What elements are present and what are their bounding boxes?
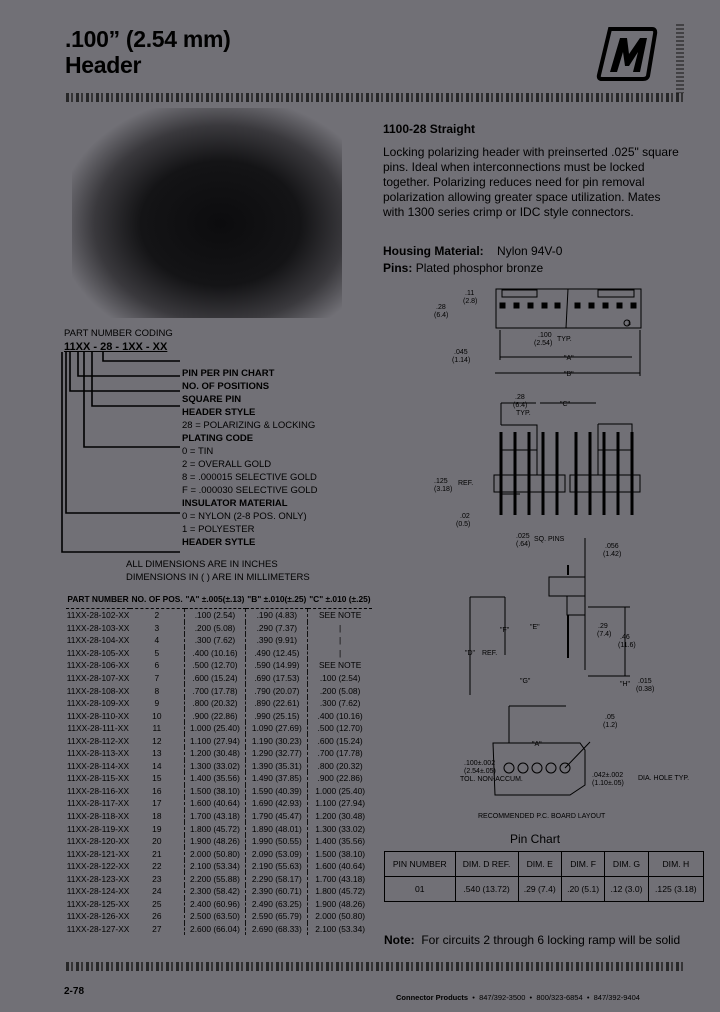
table-row xyxy=(66,860,372,873)
table-cell: 11XX-28-102-XX xyxy=(66,610,130,621)
coding-subitem: 0 = NYLON (2-8 POS. ONLY) xyxy=(182,511,307,522)
table-row xyxy=(66,810,372,823)
coding-item: PIN PER PIN CHART xyxy=(182,368,275,379)
pin-chart-cell: .540 (13.72) xyxy=(455,877,518,902)
table-cell: 11XX-28-123-XX xyxy=(66,873,130,884)
dim-label: "B" xyxy=(564,371,574,378)
table-row xyxy=(66,785,372,798)
table-cell: 2.290 (58.17) xyxy=(246,872,308,885)
table-cell: .500 (12.70) xyxy=(308,722,372,735)
table-row xyxy=(66,734,372,747)
coding-subitem: 8 = .000015 SELECTIVE GOLD xyxy=(182,472,317,483)
separator: • xyxy=(529,993,533,1002)
table-cell: SEE NOTE xyxy=(308,609,372,622)
table-cell: 1.490 (37.85) xyxy=(246,772,308,785)
table-cell: 2.200 (55.88) xyxy=(184,872,246,885)
table-cell: 11XX-28-112-XX xyxy=(67,735,130,746)
note-text: For circuits 2 through 6 locking ramp will be solid xyxy=(421,933,681,947)
parts-table-header: "C" ±.010 (±.25) xyxy=(308,589,372,609)
dim-label: .05 xyxy=(605,714,615,721)
dim-label: REF. xyxy=(482,650,498,657)
dim-label: TYP. xyxy=(557,336,572,343)
table-cell: .200 (5.08) xyxy=(184,622,246,635)
dim-label: TOL. NON-ACCUM. xyxy=(460,776,523,783)
table-row xyxy=(66,672,372,685)
table-cell: 4 xyxy=(154,635,160,646)
table-cell: 1.500 (38.10) xyxy=(308,847,372,860)
table-cell: 11XX-28-115-XX xyxy=(67,773,130,784)
table-cell: .800 (20.32) xyxy=(308,760,372,773)
table-cell: 1.900 (48.26) xyxy=(184,835,246,848)
pcb-layout-caption: RECOMMENDED P.C. BOARD LAYOUT xyxy=(478,813,606,820)
table-row xyxy=(66,722,372,735)
vertical-noise-strip xyxy=(676,24,684,94)
dim-label: (2.54) xyxy=(534,340,553,347)
table-cell: .100 (2.54) xyxy=(184,609,246,622)
table-cell: 1.400 (35.56) xyxy=(184,772,246,785)
table-cell: 14 xyxy=(152,760,162,771)
pins-material xyxy=(383,260,543,276)
company-logo xyxy=(596,26,658,82)
table-cell: 11XX-28-107-XX xyxy=(66,673,130,683)
table-cell: 6 xyxy=(154,660,160,671)
note xyxy=(384,933,680,947)
dim-label: (.64) xyxy=(516,541,531,548)
title-line-2: Header xyxy=(65,52,142,78)
table-cell: 11XX-28-127-XX xyxy=(66,923,130,934)
dim-label: .015 xyxy=(638,678,652,685)
dim-label: TYP. xyxy=(516,410,531,417)
pin-chart-header-row xyxy=(385,852,704,877)
table-cell: 11XX-28-116-XX xyxy=(67,785,130,796)
table-cell: 22 xyxy=(152,861,162,872)
table-row xyxy=(66,609,372,622)
coding-subitem: F = .000030 SELECTIVE GOLD xyxy=(182,485,318,496)
dim-label: (0.5) xyxy=(456,521,471,528)
table-cell: 27 xyxy=(152,923,162,934)
table-cell: 1.900 (48.26) xyxy=(308,898,372,911)
table-cell: 11XX-28-124-XX xyxy=(66,886,130,897)
table-row xyxy=(66,647,372,660)
table-row xyxy=(66,797,372,810)
pin-chart-header: DIM. D REF. xyxy=(455,852,518,877)
product-photo xyxy=(72,108,342,318)
table-cell: 2 xyxy=(154,610,160,621)
dim-label: .02 xyxy=(460,513,470,520)
coding-item: PLATING CODE xyxy=(182,433,254,444)
coding-item: INSULATOR MATERIAL xyxy=(182,498,288,509)
table-cell: 1.800 (45.72) xyxy=(308,885,372,898)
dim-label: "A" xyxy=(532,741,542,748)
bottom-divider-band xyxy=(66,962,684,971)
table-row xyxy=(66,898,372,911)
table-cell: 1.100 (27.94) xyxy=(184,734,246,747)
table-cell: .400 (10.16) xyxy=(184,647,246,660)
pin-chart-cell: .20 (5.1) xyxy=(561,877,604,902)
table-cell: 11XX-28-108-XX xyxy=(66,685,130,696)
coding-item: NO. OF POSITIONS xyxy=(182,381,270,392)
footer-contact xyxy=(396,993,640,1002)
dim-label: .28 xyxy=(436,304,446,311)
coding-subitem: 0 = TIN xyxy=(182,446,214,457)
table-cell: .190 (4.83) xyxy=(246,609,308,622)
table-cell: .300 (7.62) xyxy=(308,697,372,710)
coding-subitem: 28 = POLARIZING & LOCKING xyxy=(182,420,316,431)
pin-chart-cell: .125 (3.18) xyxy=(648,877,703,902)
table-cell: .200 (5.08) xyxy=(308,684,372,697)
table-cell: 1.700 (43.18) xyxy=(308,872,372,885)
dim-label: "C" xyxy=(560,401,571,408)
table-cell: 18 xyxy=(152,811,162,822)
table-cell: .800 (20.32) xyxy=(184,697,246,710)
table-cell: 1.000 (25.40) xyxy=(308,785,372,798)
pin-chart-header: DIM. F xyxy=(561,852,604,877)
table-cell: 23 xyxy=(152,873,162,884)
table-cell: | xyxy=(308,622,372,635)
table-cell: 12 xyxy=(152,735,162,746)
table-cell: 11XX-28-104-XX xyxy=(66,635,130,646)
table-cell: 11XX-28-119-XX xyxy=(67,823,130,834)
table-cell: 11XX-28-120-XX xyxy=(66,836,130,847)
table-cell: 1.200 (30.48) xyxy=(308,810,372,823)
dim-label: (1.10±.05) xyxy=(592,780,624,787)
table-cell: 1.190 (30.23) xyxy=(246,734,308,747)
table-row xyxy=(66,684,372,697)
pin-chart-table xyxy=(384,851,704,902)
coding-legend xyxy=(182,367,317,549)
footer-phone: 800/323-6854 xyxy=(536,993,583,1002)
pins-value: Plated phosphor bronze xyxy=(415,261,544,275)
parts-table xyxy=(66,589,372,935)
table-cell: 26 xyxy=(152,911,162,922)
pin-chart-header: PIN NUMBER xyxy=(385,852,456,877)
table-cell: 1.590 (40.39) xyxy=(246,785,308,798)
housing-value: Nylon 94V-0 xyxy=(497,244,563,258)
table-cell: 21 xyxy=(152,848,162,859)
coding-item: SQUARE PIN xyxy=(182,394,242,405)
table-cell: 1.500 (38.10) xyxy=(184,785,246,798)
table-row xyxy=(66,709,372,722)
table-cell: SEE NOTE xyxy=(308,659,372,672)
table-cell: .900 (22.86) xyxy=(184,709,246,722)
table-cell: .600 (15.24) xyxy=(308,734,372,747)
table-cell: 1.990 (50.55) xyxy=(246,835,308,848)
dimension-note-inches: ALL DIMENSIONS ARE IN INCHES xyxy=(126,559,278,570)
table-row xyxy=(66,872,372,885)
dim-label: "D" xyxy=(465,650,476,657)
table-cell: 1.290 (32.77) xyxy=(246,747,308,760)
table-cell: 2.690 (68.33) xyxy=(246,923,308,936)
table-cell: 1.200 (30.48) xyxy=(184,747,246,760)
table-cell: 2.490 (63.25) xyxy=(246,898,308,911)
table-cell: 25 xyxy=(152,898,162,909)
dim-label: (1.2) xyxy=(603,722,618,729)
table-row xyxy=(66,747,372,760)
table-cell: .700 (17.78) xyxy=(308,747,372,760)
pin-chart-cell: .29 (7.4) xyxy=(518,877,561,902)
table-cell: 7 xyxy=(154,673,160,683)
dim-label: .11 xyxy=(465,290,475,297)
table-cell: .290 (7.37) xyxy=(246,622,308,635)
table-cell: .790 (20.07) xyxy=(246,684,308,697)
table-cell: .690 (17.53) xyxy=(246,672,308,685)
table-cell: 19 xyxy=(152,823,162,834)
table-cell: 1.090 (27.69) xyxy=(246,722,308,735)
table-cell: 2.590 (65.79) xyxy=(246,910,308,923)
table-cell: .500 (12.70) xyxy=(184,659,246,672)
table-cell: 11 xyxy=(152,723,162,734)
top-divider-band xyxy=(66,93,684,102)
table-cell: 1.300 (33.02) xyxy=(308,822,372,835)
table-cell: 11XX-28-109-XX xyxy=(66,698,130,709)
table-cell: .890 (22.61) xyxy=(246,697,308,710)
table-cell: 1.100 (27.94) xyxy=(308,797,372,810)
table-row xyxy=(66,772,372,785)
table-cell: 1.390 (35.31) xyxy=(246,760,308,773)
table-row xyxy=(66,910,372,923)
dim-label: "A" xyxy=(564,355,574,362)
coding-leader-lines xyxy=(60,352,185,562)
table-cell: 2.100 (53.34) xyxy=(184,860,246,873)
pin1-label: 1 xyxy=(627,320,631,327)
table-row xyxy=(66,659,372,672)
table-row xyxy=(66,634,372,647)
table-cell: 11XX-28-118-XX xyxy=(67,811,130,822)
table-cell: .600 (15.24) xyxy=(184,672,246,685)
table-cell: 2.000 (50.80) xyxy=(308,910,372,923)
separator: • xyxy=(472,993,475,1002)
dim-label: (1.14) xyxy=(452,357,471,364)
table-cell: 1.300 (33.02) xyxy=(184,760,246,773)
table-cell: .990 (25.15) xyxy=(246,709,308,722)
table-cell: 2.600 (66.04) xyxy=(184,923,246,936)
dim-label: SQ. PINS xyxy=(534,536,565,543)
product-description: Locking polarizing header with preinserted .025" square pins. Ideal when interconnections must be locked together. Polarizing reduces need for pin removal polarization allowing greater space utilization. Mates with 1300 series crimp or IDC style connectors. xyxy=(383,145,679,219)
dim-label: (2.8) xyxy=(463,298,478,305)
table-cell: 20 xyxy=(152,836,162,847)
table-cell: 11XX-28-110-XX xyxy=(67,710,130,721)
dim-label: (7.4) xyxy=(597,631,612,638)
table-cell: .590 (14.99) xyxy=(246,659,308,672)
dim-label: .125 xyxy=(434,478,448,485)
dim-label: REF. xyxy=(458,480,474,487)
note-label: Note: xyxy=(384,933,415,947)
dim-label: .100 xyxy=(538,332,552,339)
table-cell: 11XX-28-105-XX xyxy=(66,647,130,658)
table-row xyxy=(66,847,372,860)
table-cell: .400 (10.16) xyxy=(308,709,372,722)
table-cell: 11XX-28-117-XX xyxy=(67,798,130,809)
product-heading: 1100-28 Straight xyxy=(383,122,476,136)
parts-table-header: NO. OF POS. xyxy=(130,589,184,609)
dim-label: .29 xyxy=(598,623,608,630)
dimension-note-mm: DIMENSIONS IN ( ) ARE IN MILLIMETERS xyxy=(126,572,310,583)
dim-label: DIA. HOLE TYP. xyxy=(638,775,690,782)
table-cell: 1.000 (25.40) xyxy=(184,722,246,735)
coding-title: PART NUMBER CODING xyxy=(64,328,173,339)
table-cell: 11XX-28-126-XX xyxy=(66,911,130,922)
housing-label: Housing Material: xyxy=(383,244,484,258)
coding-item: HEADER STYLE xyxy=(182,407,256,418)
table-row xyxy=(66,835,372,848)
table-cell: .490 (12.45) xyxy=(246,647,308,660)
dim-label: .056 xyxy=(605,543,619,550)
table-cell: | xyxy=(308,647,372,660)
pin-chart-header: DIM. G xyxy=(605,852,648,877)
table-cell: 1.700 (43.18) xyxy=(184,810,246,823)
table-cell: 15 xyxy=(152,773,162,784)
table-cell: 9 xyxy=(154,698,160,709)
dim-label: .045 xyxy=(454,349,468,356)
dim-label: (6.4) xyxy=(513,402,528,409)
table-cell: 1.690 (42.93) xyxy=(246,797,308,810)
table-cell: 1.600 (40.64) xyxy=(184,797,246,810)
dim-label: (3.18) xyxy=(434,486,453,493)
dim-label: "E" xyxy=(530,624,540,631)
pin-chart-row xyxy=(385,877,704,902)
technical-drawings xyxy=(420,280,720,830)
pin-chart-header: DIM. H xyxy=(648,852,703,877)
dim-label: "F" xyxy=(500,627,510,634)
table-cell: .700 (17.78) xyxy=(184,684,246,697)
table-cell: 11XX-28-121-XX xyxy=(66,848,130,859)
coding-item: HEADER SYTLE xyxy=(182,537,256,548)
pins-label: Pins: xyxy=(383,261,413,275)
table-cell: 3 xyxy=(154,622,160,633)
table-cell: 11XX-28-122-XX xyxy=(66,861,130,872)
table-cell: 1.890 (48.01) xyxy=(246,822,308,835)
parts-table-header: PART NUMBER xyxy=(66,589,130,609)
pin-chart-header: DIM. E xyxy=(518,852,561,877)
dim-label: "G" xyxy=(520,678,531,685)
footer-company: Connector Products xyxy=(396,993,469,1002)
table-cell: 5 xyxy=(154,647,160,658)
coding-number: 11XX - 28 - 1XX - XX xyxy=(64,341,168,353)
table-cell: 2.100 (53.34) xyxy=(308,923,372,936)
dim-label: .100±.002 xyxy=(464,760,496,767)
page-title xyxy=(65,26,231,78)
table-row xyxy=(66,923,372,936)
table-cell: .900 (22.86) xyxy=(308,772,372,785)
dim-label: .042±.002 xyxy=(592,772,624,779)
table-cell: 13 xyxy=(152,748,162,759)
pin-chart-cell: .12 (3.0) xyxy=(605,877,648,902)
table-cell: 1.790 (45.47) xyxy=(246,810,308,823)
coding-subitem: 2 = OVERALL GOLD xyxy=(182,459,272,470)
table-cell: .300 (7.62) xyxy=(184,634,246,647)
table-cell: 2.300 (58.42) xyxy=(184,885,246,898)
dim-label: (2.54±.05) xyxy=(464,768,496,775)
table-cell: 1.400 (35.56) xyxy=(308,835,372,848)
table-cell: 17 xyxy=(152,798,162,809)
title-line-1: .100” (2.54 mm) xyxy=(65,26,231,52)
table-cell: 10 xyxy=(152,710,162,721)
table-cell: 2.190 (55.63) xyxy=(246,860,308,873)
page-number: 2-78 xyxy=(64,986,85,997)
coding-subitem: 1 = POLYESTER xyxy=(182,524,255,535)
table-cell: 11XX-28-125-XX xyxy=(66,898,130,909)
table-row xyxy=(66,697,372,710)
dim-label: (6.4) xyxy=(434,312,449,319)
separator: • xyxy=(586,993,590,1002)
table-cell: 2.400 (60.96) xyxy=(184,898,246,911)
table-row xyxy=(66,760,372,773)
table-cell: 1.800 (45.72) xyxy=(184,822,246,835)
table-cell: 11XX-28-111-XX xyxy=(67,723,129,734)
pin-chart-title: Pin Chart xyxy=(510,832,561,846)
housing-material xyxy=(383,243,562,259)
table-cell: .100 (2.54) xyxy=(308,672,372,685)
footer-phone: 847/392-9404 xyxy=(593,993,640,1002)
table-cell: 11XX-28-114-XX xyxy=(67,760,130,771)
table-cell: 11XX-28-113-XX xyxy=(67,748,130,759)
table-cell: 2.090 (53.09) xyxy=(246,847,308,860)
table-row xyxy=(66,622,372,635)
dim-label: .46 xyxy=(620,634,630,641)
dim-label: (0.38) xyxy=(636,686,655,693)
table-cell: 2.390 (60.71) xyxy=(246,885,308,898)
table-row xyxy=(66,822,372,835)
dim-label: (11.6) xyxy=(618,642,636,649)
table-cell: 1.600 (40.64) xyxy=(308,860,372,873)
pin-chart-cell: 01 xyxy=(385,877,456,902)
dim-label: .28 xyxy=(515,394,525,401)
table-row xyxy=(66,885,372,898)
table-cell: .390 (9.91) xyxy=(246,634,308,647)
parts-table-header: "A" ±.005(±.13) xyxy=(184,589,246,609)
table-cell: 2.500 (63.50) xyxy=(184,910,246,923)
table-cell: 16 xyxy=(152,785,162,796)
table-cell: 8 xyxy=(154,685,160,696)
footer-phone: 847/392-3500 xyxy=(479,993,526,1002)
table-cell: 24 xyxy=(152,886,162,897)
table-cell: 11XX-28-103-XX xyxy=(66,622,130,633)
dim-label: (1.42) xyxy=(603,551,622,558)
table-cell: 11XX-28-106-XX xyxy=(66,660,130,671)
dim-label: "H" xyxy=(620,681,631,688)
parts-table-header: "B" ±.010(±.25) xyxy=(246,589,308,609)
dim-label: .025 xyxy=(516,533,530,540)
table-cell: 2.000 (50.80) xyxy=(184,847,246,860)
table-cell: | xyxy=(308,634,372,647)
